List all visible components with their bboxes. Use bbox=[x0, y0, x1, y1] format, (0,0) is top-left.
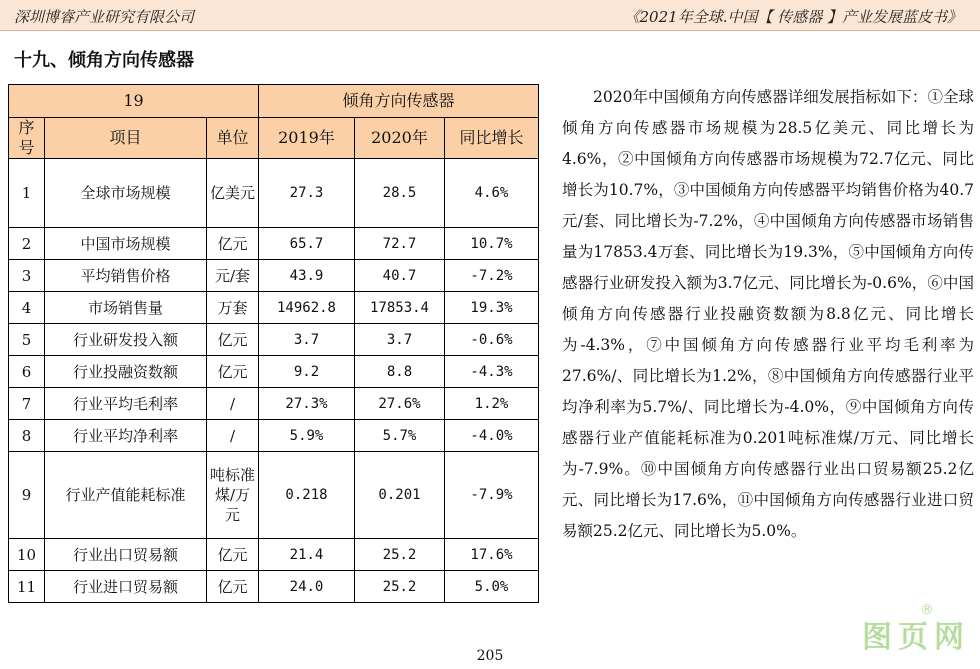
row-unit: 吨标准煤/万元 bbox=[207, 452, 259, 539]
row-value-2019: 27.3 bbox=[259, 159, 355, 228]
row-value-2020: 40.7 bbox=[355, 260, 445, 292]
page-header bbox=[0, 0, 980, 31]
row-value-2019: 65.7 bbox=[259, 228, 355, 260]
row-value-2019: 27.3% bbox=[259, 388, 355, 420]
row-index: 8 bbox=[9, 420, 45, 452]
column-header: 单位 bbox=[207, 118, 259, 159]
row-item: 行业出口贸易额 bbox=[45, 539, 207, 571]
row-unit: / bbox=[207, 420, 259, 452]
section-title: 十九、倾角方向传感器 bbox=[14, 50, 194, 71]
row-index: 10 bbox=[9, 539, 45, 571]
column-header: 同比增长 bbox=[445, 118, 539, 159]
row-index: 11 bbox=[9, 571, 45, 603]
table-header-row bbox=[9, 118, 539, 159]
column-header: 序号 bbox=[9, 118, 45, 159]
row-index: 2 bbox=[9, 228, 45, 260]
row-item: 行业平均毛利率 bbox=[45, 388, 207, 420]
table-row bbox=[9, 571, 539, 603]
row-growth: 4.6% bbox=[445, 159, 539, 228]
row-index: 3 bbox=[9, 260, 45, 292]
table-title-row bbox=[9, 85, 539, 118]
row-unit: 亿元 bbox=[207, 539, 259, 571]
row-unit: 亿元 bbox=[207, 571, 259, 603]
row-item: 全球市场规模 bbox=[45, 159, 207, 228]
row-value-2020: 28.5 bbox=[355, 159, 445, 228]
row-growth: 1.2% bbox=[445, 388, 539, 420]
row-index: 6 bbox=[9, 356, 45, 388]
column-header: 项目 bbox=[45, 118, 207, 159]
row-growth: 19.3% bbox=[445, 292, 539, 324]
row-unit: / bbox=[207, 388, 259, 420]
row-item: 行业研发投入额 bbox=[45, 324, 207, 356]
row-item: 市场销售量 bbox=[45, 292, 207, 324]
row-index: 7 bbox=[9, 388, 45, 420]
table-row bbox=[9, 228, 539, 260]
watermark-text: 图页网 bbox=[862, 620, 970, 655]
page-number: 205 bbox=[476, 648, 504, 664]
row-value-2019: 14962.8 bbox=[259, 292, 355, 324]
table-row bbox=[9, 260, 539, 292]
indicator-table bbox=[8, 84, 539, 603]
row-growth: 10.7% bbox=[445, 228, 539, 260]
row-item: 中国市场规模 bbox=[45, 228, 207, 260]
row-value-2020: 25.2 bbox=[355, 571, 445, 603]
row-unit: 亿元 bbox=[207, 324, 259, 356]
row-growth: 5.0% bbox=[445, 571, 539, 603]
row-value-2020: 17853.4 bbox=[355, 292, 445, 324]
row-value-2020: 3.7 bbox=[355, 324, 445, 356]
registered-mark: ® bbox=[920, 602, 934, 618]
row-value-2019: 3.7 bbox=[259, 324, 355, 356]
row-unit: 万套 bbox=[207, 292, 259, 324]
row-index: 9 bbox=[9, 452, 45, 539]
row-growth: -7.2% bbox=[445, 260, 539, 292]
row-unit: 元/套 bbox=[207, 260, 259, 292]
table-row bbox=[9, 420, 539, 452]
header-book-title: 《2021年全球.中国【 传感器 】产业发展蓝皮书》 bbox=[624, 8, 962, 26]
row-growth: -0.6% bbox=[445, 324, 539, 356]
row-index: 1 bbox=[9, 159, 45, 228]
row-item: 行业进口贸易额 bbox=[45, 571, 207, 603]
row-value-2020: 0.201 bbox=[355, 452, 445, 539]
row-value-2020: 27.6% bbox=[355, 388, 445, 420]
row-unit: 亿元 bbox=[207, 228, 259, 260]
table-row bbox=[9, 539, 539, 571]
table-row bbox=[9, 292, 539, 324]
row-value-2020: 8.8 bbox=[355, 356, 445, 388]
indicator-description: 2020年中国倾角方向传感器详细发展指标如下：①全球倾角方向传感器市场规模为28.5亿美元、同比增长为4.6%，②中国倾角方向传感器市场规模为72.7亿元、同比增长为10.7%，③中国倾角方向传感器平均销售价格为40.7元/套、同比增长为-7.2%，④中国倾角方向传感器市场销售量为17853.4万套、同比增长为19.3%，⑤中国倾角方向传感器行业研发投入额为3.7亿元、同比增长为-0.6%，⑥中国倾角方向传感器行业投融资数额为8.8亿元、同比增长为-4.3%，⑦中国倾角方向传感器行业平均毛利率为27.6%/、同比增长为1.2%，⑧中国倾角方向传感器行业平均净利率为5.7%/、同比增长为-4.0%，⑨中国倾角方向传感器行业产值能耗标准为0.201吨标准煤/万元、同比增长为-7.9%。⑩中国倾角方向传感器行业出口贸易额25.2亿元、同比增长为17.6%，⑪中国倾角方向传感器行业进口贸易额25.2亿元、同比增长为5.0%。 bbox=[562, 88, 974, 540]
row-unit: 亿元 bbox=[207, 356, 259, 388]
row-growth: -4.3% bbox=[445, 356, 539, 388]
row-growth: 17.6% bbox=[445, 539, 539, 571]
row-value-2019: 24.0 bbox=[259, 571, 355, 603]
table-number: 19 bbox=[9, 85, 259, 118]
row-value-2019: 9.2 bbox=[259, 356, 355, 388]
row-value-2019: 0.218 bbox=[259, 452, 355, 539]
table-row bbox=[9, 324, 539, 356]
row-value-2019: 21.4 bbox=[259, 539, 355, 571]
table-row bbox=[9, 159, 539, 228]
row-growth: -7.9% bbox=[445, 452, 539, 539]
row-value-2019: 5.9% bbox=[259, 420, 355, 452]
row-value-2020: 25.2 bbox=[355, 539, 445, 571]
column-header: 2019年 bbox=[259, 118, 355, 159]
table-row bbox=[9, 388, 539, 420]
header-company: 深圳博睿产业研究有限公司 bbox=[14, 8, 195, 26]
table-row bbox=[9, 452, 539, 539]
row-item: 行业投融资数额 bbox=[45, 356, 207, 388]
row-item: 行业产值能耗标准 bbox=[45, 452, 207, 539]
table-title: 倾角方向传感器 bbox=[259, 85, 539, 118]
column-header: 2020年 bbox=[355, 118, 445, 159]
row-item: 行业平均净利率 bbox=[45, 420, 207, 452]
watermark-logo bbox=[862, 602, 970, 656]
row-index: 5 bbox=[9, 324, 45, 356]
table-row bbox=[9, 356, 539, 388]
row-item: 平均销售价格 bbox=[45, 260, 207, 292]
row-index: 4 bbox=[9, 292, 45, 324]
row-value-2020: 5.7% bbox=[355, 420, 445, 452]
row-growth: -4.0% bbox=[445, 420, 539, 452]
row-value-2020: 72.7 bbox=[355, 228, 445, 260]
row-value-2019: 43.9 bbox=[259, 260, 355, 292]
row-unit: 亿美元 bbox=[207, 159, 259, 228]
